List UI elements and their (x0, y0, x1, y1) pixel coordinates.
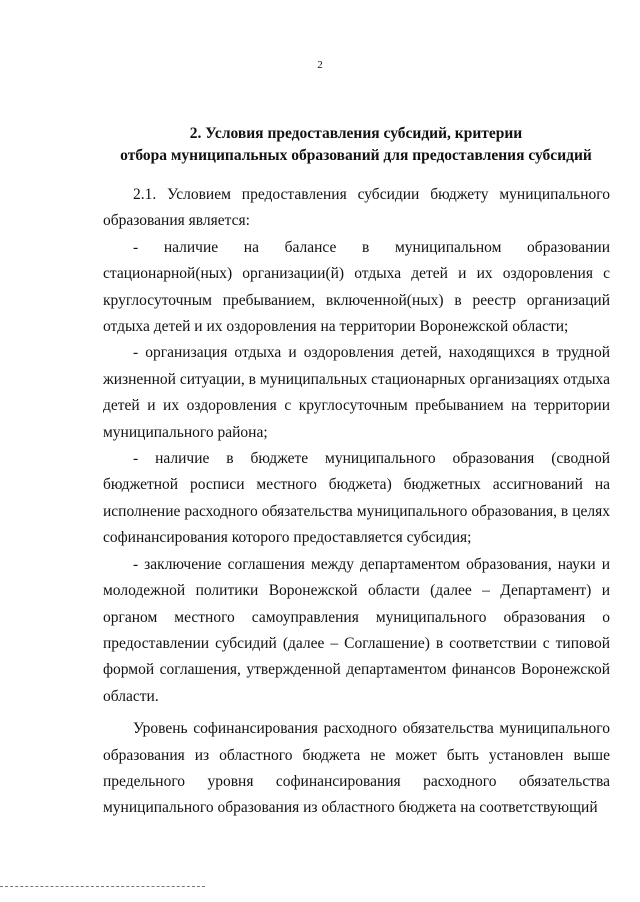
paragraph-cofinancing-level: Уровень софинансирования расходного обязательства муниципального образования из областного бюджета не может быть установлен выше предельного уровня софинансирования расходного обязательства муниципального образования из областного бюджета на соответствующий (103, 720, 610, 817)
paragraph-condition-balance: - наличие на балансе в муниципальном образовании стационарной(ных) организации(й) отдыха детей и их оздоровления с круглосуточным пребыванием, включенной(ных) в реестр организаций отдыха детей и их оздоровления на территории Воронежской области; (103, 238, 610, 336)
section-heading (100, 123, 612, 167)
paragraph-condition-agreement: - заключение соглашения между департаментом образования, науки и молодежной политики Воронежской области (далее – Департамент) и органом местного самоуправления муниципального образования о предоставлении субсидий (далее – Соглашение) в соответствии с типовой формой соглашения, утвержденной департаментом финансов Воронежской области. (103, 555, 610, 705)
paragraph-condition-budget: - наличие в бюджете муниципального образования (сводной бюджетной росписи местного бюджета) бюджетных ассигнований на исполнение расходного обязательства муниципального образования, в целях софинансирования которого предоставляется субсидия; (103, 450, 610, 547)
page-number: 2 (317, 59, 323, 71)
document-body (103, 182, 610, 822)
footer-divider (0, 886, 205, 887)
section-heading-line-1: 2. Условия предоставления субсидий, критерии (189, 125, 523, 142)
paragraph-condition-organization: - организация отдыха и оздоровления детей, находящихся в трудной жизненной ситуации, в муниципальных стационарных организациях отдыха детей и их оздоровления с круглосуточным пребыванием на территории муниципального района; (103, 344, 610, 441)
section-heading-line-2: отбора муниципальных образований для предоставления субсидий (120, 147, 592, 164)
paragraph-condition-intro: 2.1. Условием предоставления субсидии бюджету муниципального образования является: (103, 186, 610, 230)
